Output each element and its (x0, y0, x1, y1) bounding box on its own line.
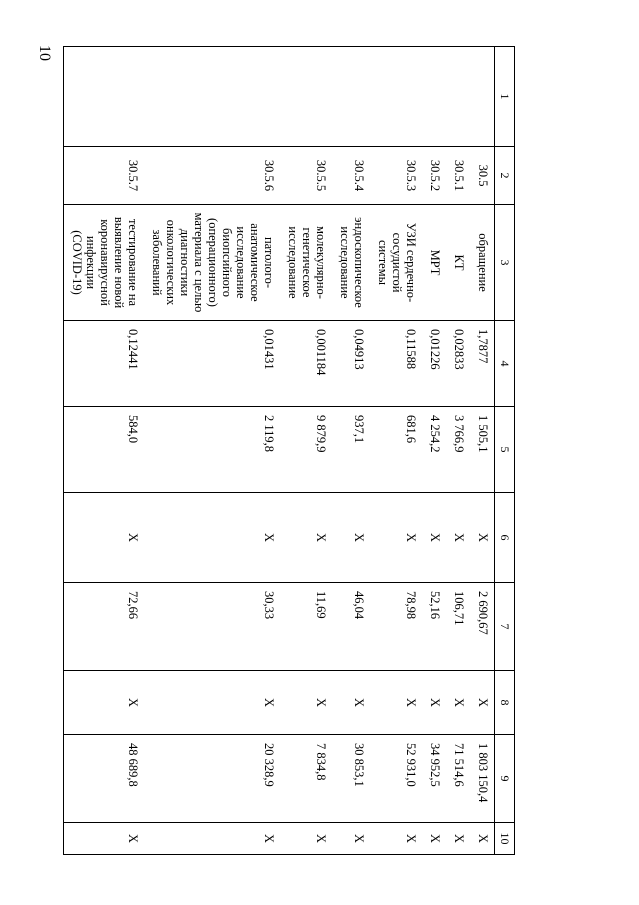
cost-cell: 584,0 (64, 407, 145, 493)
amount-cell: 34 952,5 (422, 735, 446, 823)
cost-cell: 937,1 (332, 407, 370, 493)
code-cell: 30.5.5 (280, 147, 332, 205)
table-row (422, 47, 446, 855)
col10-cell: Х (422, 823, 446, 855)
col-number-8: 8 (495, 671, 515, 735)
code-cell: 30.5.4 (332, 147, 370, 205)
cost-cell: 9 879,9 (280, 407, 332, 493)
col-number-10: 10 (495, 823, 515, 855)
col-number-1: 1 (495, 47, 515, 147)
amount-cell: 52 931,0 (370, 735, 422, 823)
col6-cell: Х (370, 493, 422, 583)
col1-cell (144, 47, 280, 147)
column-number-row (495, 47, 515, 855)
coefficient-cell: 0,01431 (144, 321, 280, 407)
col1-cell (446, 47, 470, 147)
name-cell: патолого- анатомическое исследование биопсийного (операционного) материала с целью диагностики онкологических заболеваний (144, 205, 280, 321)
volume-cell: 2 690,67 (470, 583, 495, 671)
coefficient-cell: 0,01226 (422, 321, 446, 407)
code-cell: 30.5.3 (370, 147, 422, 205)
col8-cell: Х (370, 671, 422, 735)
col6-cell: Х (446, 493, 470, 583)
col-number-9: 9 (495, 735, 515, 823)
col8-cell: Х (446, 671, 470, 735)
col6-cell: Х (422, 493, 446, 583)
table-row (280, 47, 332, 855)
coefficient-cell: 0,12441 (64, 321, 145, 407)
volume-cell: 11,69 (280, 583, 332, 671)
col6-cell: Х (280, 493, 332, 583)
table-row (446, 47, 470, 855)
col6-cell: Х (470, 493, 495, 583)
volume-cell: 78,98 (370, 583, 422, 671)
coefficient-cell: 0,001184 (280, 321, 332, 407)
amount-cell: 71 514,6 (446, 735, 470, 823)
amount-cell: 48 689,8 (64, 735, 145, 823)
col6-cell: Х (64, 493, 145, 583)
table-row (332, 47, 370, 855)
cost-cell: 681,6 (370, 407, 422, 493)
col-number-5: 5 (495, 407, 515, 493)
volume-cell: 106,71 (446, 583, 470, 671)
col-number-3: 3 (495, 205, 515, 321)
col8-cell: Х (280, 671, 332, 735)
coefficient-cell: 0,11588 (370, 321, 422, 407)
code-cell: 30.5.2 (422, 147, 446, 205)
code-cell: 30.5.6 (144, 147, 280, 205)
col10-cell: Х (332, 823, 370, 855)
cost-cell: 3 766,9 (446, 407, 470, 493)
page-number: 10 (36, 45, 53, 61)
col10-cell: Х (470, 823, 495, 855)
col1-cell (64, 47, 145, 147)
volume-cell: 52,16 (422, 583, 446, 671)
name-cell: УЗИ сердечно- сосудистой системы (370, 205, 422, 321)
col8-cell: Х (422, 671, 446, 735)
coefficient-cell: 0,04913 (332, 321, 370, 407)
col10-cell: Х (280, 823, 332, 855)
col1-cell (422, 47, 446, 147)
col1-cell (470, 47, 495, 147)
name-cell: тестирование на выявление новой коронавирусной инфекции (COVID-19) (64, 205, 145, 321)
col1-cell (332, 47, 370, 147)
col8-cell: Х (64, 671, 145, 735)
col10-cell: Х (64, 823, 145, 855)
code-cell: 30.5 (470, 147, 495, 205)
table-row (144, 47, 280, 855)
col1-cell (370, 47, 422, 147)
amount-cell: 1 803 150,4 (470, 735, 495, 823)
table-row (370, 47, 422, 855)
coefficient-cell: 0,02833 (446, 321, 470, 407)
table-row (470, 47, 495, 855)
col10-cell: Х (370, 823, 422, 855)
col10-cell: Х (446, 823, 470, 855)
name-cell: обращение (470, 205, 495, 321)
name-cell: МРТ (422, 205, 446, 321)
col-number-4: 4 (495, 321, 515, 407)
name-cell: КТ (446, 205, 470, 321)
code-cell: 30.5.1 (446, 147, 470, 205)
code-cell: 30.5.7 (64, 147, 145, 205)
col6-cell: Х (332, 493, 370, 583)
col1-cell (280, 47, 332, 147)
col8-cell: Х (470, 671, 495, 735)
tariff-table (63, 46, 515, 855)
amount-cell: 7 834,8 (280, 735, 332, 823)
col10-cell: Х (144, 823, 280, 855)
volume-cell: 30,33 (144, 583, 280, 671)
volume-cell: 72,66 (64, 583, 145, 671)
cost-cell: 2 119,8 (144, 407, 280, 493)
col-number-6: 6 (495, 493, 515, 583)
table-row (64, 47, 145, 855)
col8-cell: Х (332, 671, 370, 735)
volume-cell: 46,04 (332, 583, 370, 671)
coefficient-cell: 1,7877 (470, 321, 495, 407)
amount-cell: 20 328,9 (144, 735, 280, 823)
col-number-2: 2 (495, 147, 515, 205)
amount-cell: 30 853,1 (332, 735, 370, 823)
col8-cell: Х (144, 671, 280, 735)
cost-cell: 1 505,1 (470, 407, 495, 493)
col-number-7: 7 (495, 583, 515, 671)
name-cell: молекулярно- генетическое исследование (280, 205, 332, 321)
cost-cell: 4 254,2 (422, 407, 446, 493)
col6-cell: Х (144, 493, 280, 583)
name-cell: эндоскопическое исследование (332, 205, 370, 321)
